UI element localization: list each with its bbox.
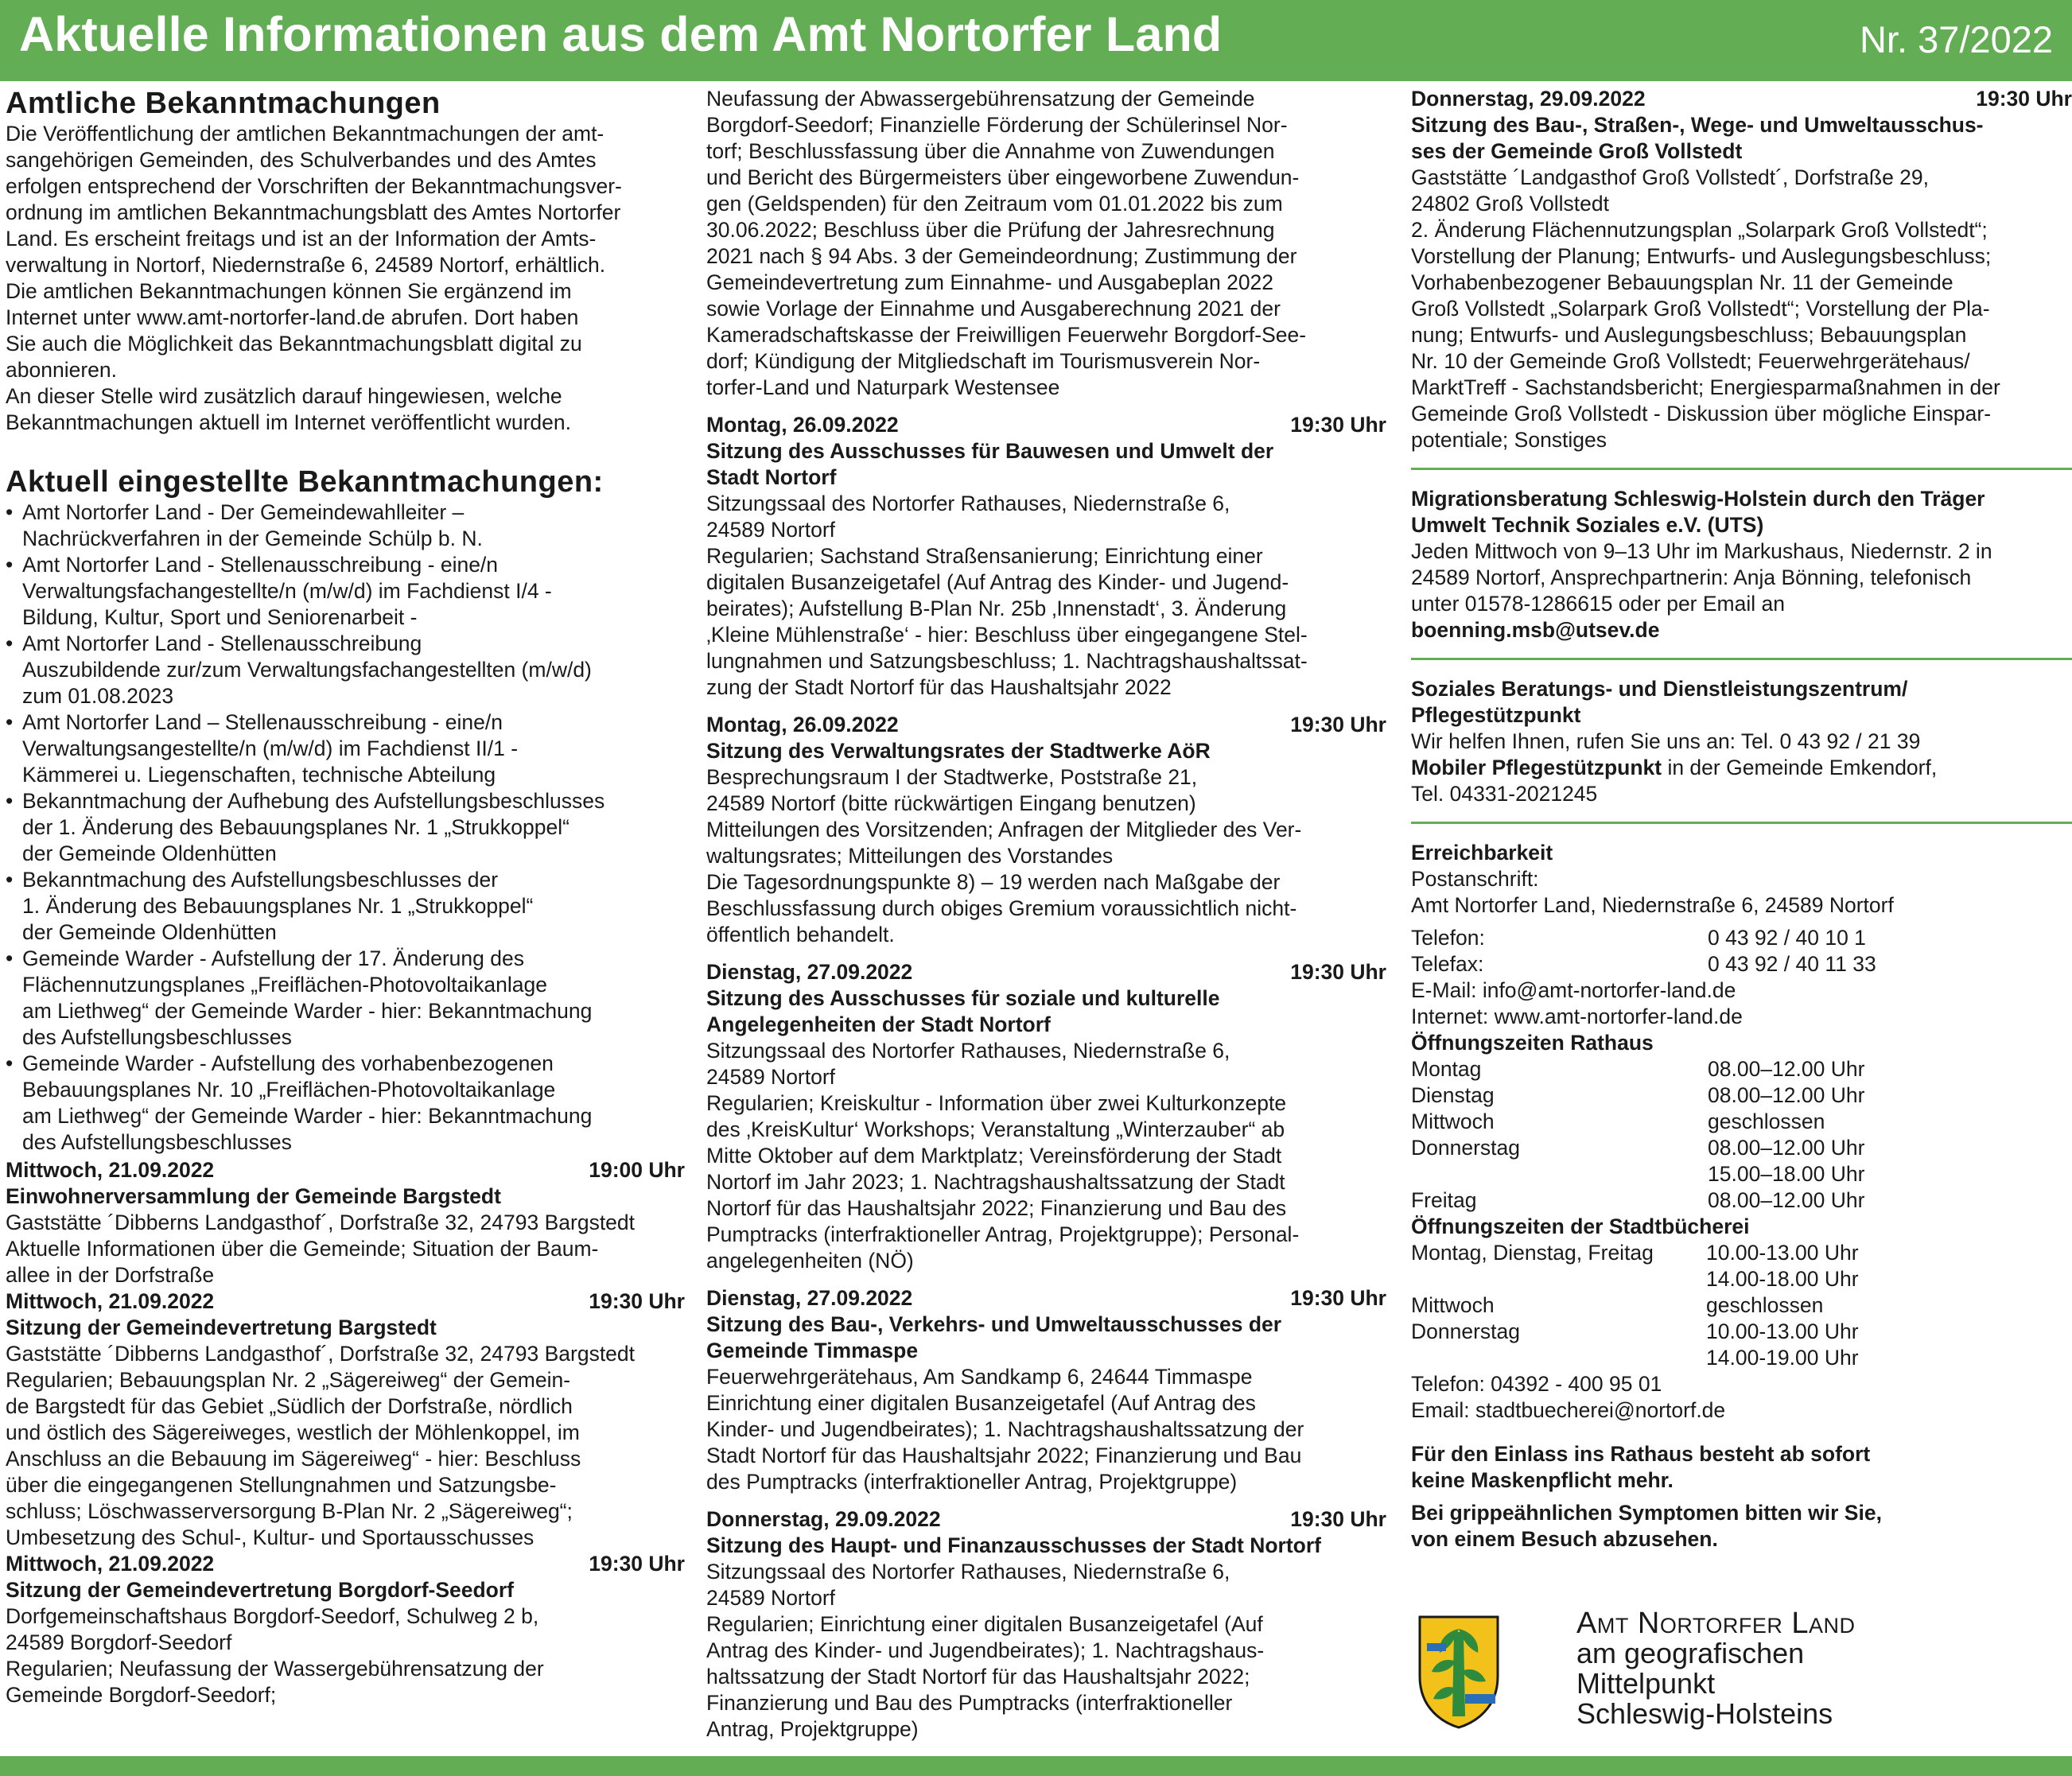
hours-time: 10.00-13.00 Uhr xyxy=(1706,1241,1859,1265)
info-title: Soziales Beratungs- und Dienstleistungszentrum/ xyxy=(1411,677,1908,701)
event-header xyxy=(706,1285,1386,1312)
event-continuation xyxy=(706,86,1386,401)
event-date: Montag, 26.09.2022 xyxy=(706,713,899,736)
event-title: Sitzung des Ausschusses für soziale und kulturelle xyxy=(706,986,1220,1010)
social-info xyxy=(1411,676,2072,807)
text-line: über die eingegangenen Stellungnahmen und Satzungsbe- xyxy=(6,1473,557,1497)
event-title: ses der Gemeinde Groß Vollstedt xyxy=(1411,139,1743,163)
footer-bar xyxy=(0,1756,2072,1776)
event-title: Sitzung des Bau-, Straßen-, Wege- und Umweltausschus- xyxy=(1411,113,1984,137)
text-line: Nachrückverfahren in der Gemeinde Schülp b. N. xyxy=(22,527,483,550)
text-line: 24589 Nortorf xyxy=(706,1065,836,1089)
hours-row xyxy=(1411,1082,2072,1109)
hours-day: Dienstag xyxy=(1411,1083,1495,1107)
text-line: Gaststätte ´Landgasthof Groß Vollstedt´, Dorfstraße 29, xyxy=(1411,165,1930,189)
text-line: Kinder- und Jugendbeirates); 1. Nachtragshaushaltssatzung der xyxy=(706,1417,1304,1441)
text-line: 24589 Nortorf, Ansprechpartnerin: Anja Bönning, telefonisch xyxy=(1411,565,1972,589)
text-line: und Bericht des Bürgermeisters über eingeworbene Zuwendun- xyxy=(706,165,1300,189)
hours-day: Mittwoch xyxy=(1411,1293,1495,1317)
hours-day xyxy=(1411,1345,1706,1371)
mobile-text: in der Gemeinde Emkendorf, xyxy=(1662,756,1938,779)
text-line: Jeden Mittwoch von 9–13 Uhr im Markushaus, Niedernstr. 2 in xyxy=(1411,539,1992,563)
website-link[interactable]: Internet: www.amt-nortorfer-land.de xyxy=(1411,1005,1743,1028)
event-date: Mittwoch, 21.09.2022 xyxy=(6,1552,215,1576)
issue-number: Nr. 37/2022 xyxy=(1859,18,2053,60)
notice xyxy=(1411,1441,2072,1553)
column-1 xyxy=(6,86,685,1708)
text-line: Beschlussfassung durch obiges Gremium voraussichtlich nicht- xyxy=(706,896,1297,920)
event-entry xyxy=(6,1551,685,1708)
event-title: Sitzung des Bau-, Verkehrs- und Umweltausschusses der xyxy=(706,1312,1282,1336)
notice-line: Für den Einlass ins Rathaus besteht ab sofort xyxy=(1411,1442,1871,1466)
event-time: 19:30 Uhr xyxy=(1290,960,1386,984)
hours-time: 08.00–12.00 Uhr xyxy=(1708,1083,1865,1107)
contact-value: 0 43 92 / 40 10 1 xyxy=(1708,926,1866,950)
event-header xyxy=(1411,86,2072,112)
event-time: 19:30 Uhr xyxy=(1290,413,1386,437)
event-title: Einwohnerversammlung der Gemeinde Bargstedt xyxy=(6,1184,501,1208)
section-title-amtliche: Amtliche Bekanntmachungen xyxy=(6,87,441,120)
text-line: torfer-Land und Naturpark Westensee xyxy=(706,375,1060,399)
hours-row xyxy=(1411,1135,2072,1161)
event-date: Donnerstag, 29.09.2022 xyxy=(1411,87,1646,111)
text-line: Bekanntmachungen aktuell im Internet veröffentlicht wurden. xyxy=(6,410,572,434)
event-header xyxy=(706,412,1386,438)
list-item[interactable] xyxy=(6,631,685,709)
text-line: erfolgen entsprechend der Vorschriften der Bekanntmachungsver- xyxy=(6,174,622,198)
list-item[interactable] xyxy=(6,552,685,631)
event-title: Sitzung der Gemeindevertretung Borgdorf-Seedorf xyxy=(6,1578,515,1602)
text-line: torf; Beschlussfassung über die Annahme von Zuwendungen xyxy=(706,139,1275,163)
event-entry xyxy=(706,412,1386,701)
library-phone: Telefon: 04392 - 400 95 01 xyxy=(1411,1372,1662,1396)
hours-row xyxy=(1411,1240,2072,1266)
list-item[interactable] xyxy=(6,499,685,552)
hours-day: Freitag xyxy=(1411,1188,1477,1212)
text-line: waltungsrates; Mitteilungen des Vorstandes xyxy=(706,844,1114,868)
text-line: Verwaltungsangestellte/n (m/w/d) im Fachdienst II/1 - xyxy=(22,736,519,760)
section-body-amtliche xyxy=(6,121,685,436)
text-line: Sitzungssaal des Nortorfer Rathauses, Niedernstraße 6, xyxy=(706,1560,1230,1584)
text-line: des Pumptracks (interfraktioneller Antrag, Projektgruppe) xyxy=(706,1470,1238,1494)
text-line: der Gemeinde Oldenhütten xyxy=(22,920,277,944)
event-date: Dienstag, 27.09.2022 xyxy=(706,960,913,984)
text-line: sowie Vorlage der Einnahme und Ausgaberechnung 2021 der xyxy=(706,297,1281,321)
text-line: Regularien; Neufassung der Wassergebührensatzung der xyxy=(6,1657,544,1681)
text-line: Umbesetzung des Schul-, Kultur- und Sportausschusses xyxy=(6,1525,535,1549)
event-time: 19:30 Uhr xyxy=(1976,87,2072,111)
text-line: Anschluss an die Bebauung im Sägereiweg“ - hier: Beschluss xyxy=(6,1447,581,1471)
text-line: allee in der Dorfstraße xyxy=(6,1263,215,1287)
text-line: Kämmerei u. Liegenschaften, technische Abteilung xyxy=(22,763,496,787)
text-line: Gemeinde Borgdorf-Seedorf; xyxy=(6,1683,277,1707)
text-line: zung der Stadt Nortorf für das Haushaltsjahr 2022 xyxy=(706,675,1172,699)
event-time: 19:00 Uhr xyxy=(589,1158,685,1182)
text-line: MarktTreff - Sachstandsbericht; Energiesparmaßnahmen in der xyxy=(1411,375,2000,399)
text-line: schluss; Löschwasserversorgung B-Plan Nr. 2 „Sägereiweg“; xyxy=(6,1499,573,1523)
page-title: Aktuelle Informationen aus dem Amt Nortorfer Land xyxy=(19,7,1223,61)
text-line: 24589 Borgdorf-Seedorf xyxy=(6,1630,232,1654)
text-line: Gaststätte ´Dibberns Landgasthof´, Dorfstraße 32, 24793 Bargstedt xyxy=(6,1211,636,1234)
text-line: Sitzungssaal des Nortorfer Rathauses, Niedernstraße 6, xyxy=(706,492,1230,515)
text-line: des Aufstellungsbeschlusses xyxy=(22,1130,292,1154)
text-line: Neufassung der Abwassergebührensatzung der Gemeinde xyxy=(706,87,1255,111)
hours-time: 08.00–12.00 Uhr xyxy=(1708,1057,1865,1081)
text-line: • Bekanntmachung des Aufstellungsbeschlusses der xyxy=(22,868,499,892)
text-line: Internet unter www.amt-nortorfer-land.de abrufen. Dort haben xyxy=(6,305,579,329)
text-line: ‚Kleine Mühlenstraße‘ - hier: Beschluss über eingegangene Stel- xyxy=(706,623,1308,647)
text-line: Regularien; Einrichtung einer digitalen Busanzeigetafel (Auf xyxy=(706,1612,1263,1636)
section-divider xyxy=(1411,658,2072,660)
list-item[interactable] xyxy=(6,946,685,1051)
text-line: An dieser Stelle wird zusätzlich darauf hingewiesen, welche xyxy=(6,384,562,408)
text-line: Amt Nortorfer Land, Niedernstraße 6, 24589 Nortorf xyxy=(1411,893,1894,917)
contact-label: Telefax: xyxy=(1411,952,1484,976)
text-line: Borgdorf-Seedorf; Finanzielle Förderung der Schülerinsel Nor- xyxy=(706,113,1288,137)
hours-time: geschlossen xyxy=(1706,1293,1824,1317)
text-line: 1. Änderung des Bebauungsplanes Nr. 1 „Strukkoppel“ xyxy=(22,894,534,918)
text-line: Regularien; Bebauungsplan Nr. 2 „Sägereiweg“ der Gemein- xyxy=(6,1368,571,1392)
event-title: Sitzung des Verwaltungsrates der Stadtwerke AöR xyxy=(706,739,1211,763)
text-line: Aktuelle Informationen über die Gemeinde; Situation der Baum- xyxy=(6,1237,599,1261)
text-line: unter 01578-1286615 oder per Email an xyxy=(1411,592,1785,616)
text-line: Dorfgemeinschaftshaus Borgdorf-Seedorf, Schulweg 2 b, xyxy=(6,1604,539,1628)
info-title: Erreichbarkeit xyxy=(1411,841,1553,865)
text-line: Tel. 04331-2021245 xyxy=(1411,782,1598,806)
hours-time: 10.00-13.00 Uhr xyxy=(1706,1319,1859,1343)
text-line: 2021 nach § 94 Abs. 3 der Gemeindeordnung; Zustimmung der xyxy=(706,244,1297,268)
info-title: Umwelt Technik Soziales e.V. (UTS) xyxy=(1411,513,1764,537)
event-header xyxy=(6,1157,685,1183)
column-2 xyxy=(706,86,1386,1743)
text-line: dorf; Kündigung der Mitgliedschaft im Tourismusverein Nor- xyxy=(706,349,1261,373)
text-line: nung; Entwurfs- und Auslegungsbeschluss; Bebauungsplan xyxy=(1411,323,1967,347)
event-time: 19:30 Uhr xyxy=(1290,1286,1386,1310)
event-time: 19:30 Uhr xyxy=(589,1552,685,1576)
text-line: abonnieren. xyxy=(6,358,117,382)
text-line: Gemeindevertretung zum Einnahme- und Ausgabeplan 2022 xyxy=(706,270,1274,294)
text-line: Auszubildende zur/zum Verwaltungsfachangestellten (m/w/d) xyxy=(22,658,592,682)
event-title: Sitzung der Gemeindevertretung Bargstedt xyxy=(6,1315,437,1339)
hours-row xyxy=(1411,1161,2072,1187)
notice-line: von einem Besuch abzusehen. xyxy=(1411,1527,1718,1551)
text-line: der Gemeinde Oldenhütten xyxy=(22,841,277,865)
text-line: • Gemeinde Warder - Aufstellung des vorhabenbezogenen xyxy=(22,1051,554,1075)
text-line: Wir helfen Ihnen, rufen Sie uns an: Tel. 0 43 92 / 21 39 xyxy=(1411,729,1921,753)
event-date: Donnerstag, 29.09.2022 xyxy=(706,1507,941,1531)
event-entry xyxy=(6,1288,685,1551)
text-line: Finanzierung und Bau des Pumptracks (interfraktioneller xyxy=(706,1691,1233,1715)
text-line: Regularien; Kreiskultur - Information über zwei Kulturkonzepte xyxy=(706,1091,1287,1115)
text-line: 24589 Nortorf xyxy=(706,1586,836,1610)
contact-row xyxy=(1411,951,2072,977)
announcement-list xyxy=(6,499,685,1156)
amt-logo xyxy=(1417,1608,2054,1743)
hours-day xyxy=(1411,1161,1708,1187)
event-time: 19:30 Uhr xyxy=(1290,1507,1386,1531)
text-line: 30.06.2022; Beschluss über die Prüfung der Jahresrechnung xyxy=(706,218,1275,242)
event-title: Sitzung des Haupt- und Finanzausschusses der Stadt Nortorf xyxy=(706,1533,1321,1557)
email-link[interactable]: Email: stadtbuecherei@nortorf.de xyxy=(1411,1398,1726,1422)
text-line: Verwaltungsfachangestellte/n (m/w/d) im Fachdienst I/4 - xyxy=(22,579,552,603)
text-line: Pumptracks (interfraktioneller Antrag, Projektgruppe); Personal- xyxy=(706,1222,1300,1246)
text-line: • Bekanntmachung der Aufhebung des Aufstellungsbeschlusses xyxy=(22,789,605,813)
event-header xyxy=(706,1506,1386,1533)
list-item[interactable] xyxy=(6,1051,685,1156)
text-line: • Amt Nortorfer Land - Der Gemeindewahlleiter – xyxy=(22,500,465,524)
list-item[interactable] xyxy=(6,788,685,867)
event-header xyxy=(6,1288,685,1315)
event-title: Sitzung des Ausschusses für Bauwesen und Umwelt der xyxy=(706,439,1274,463)
text-line: Regularien; Sachstand Straßensanierung; Einrichtung einer xyxy=(706,544,1263,568)
info-title: Migrationsberatung Schleswig-Holstein durch den Träger xyxy=(1411,487,1985,511)
contact-row xyxy=(1411,925,2072,951)
event-header xyxy=(706,959,1386,985)
text-line: haltssatzung der Stadt Nortorf für das Haushaltsjahr 2022; xyxy=(706,1665,1250,1689)
section-divider xyxy=(1411,468,2072,470)
text-line: de Bargstedt für das Gebiet „Südlich der Dorfstraße, nördlich xyxy=(6,1394,573,1418)
text-line: Vorstellung der Planung; Entwurfs- und Auslegungsbeschluss; xyxy=(1411,244,1992,268)
event-title: Gemeinde Timmaspe xyxy=(706,1339,919,1362)
text-line: digitalen Busanzeigetafel (Auf Antrag des Kinder- und Jugend- xyxy=(706,570,1289,594)
event-header xyxy=(706,712,1386,738)
event-date: Mittwoch, 21.09.2022 xyxy=(6,1158,215,1182)
text-line: • Amt Nortorfer Land - Stellenausschreibung xyxy=(22,632,422,655)
coat-of-arms-icon xyxy=(1417,1615,1500,1730)
hours-day: Mittwoch xyxy=(1411,1110,1495,1133)
hours-day: Donnerstag xyxy=(1411,1136,1521,1160)
hours-row xyxy=(1411,1345,2072,1371)
text-line: beirates); Aufstellung B-Plan Nr. 25b ‚Innenstadt‘, 3. Änderung xyxy=(706,597,1287,620)
logo-name: Amt Nortorfer Land xyxy=(1576,1607,1856,1640)
text-line: Die amtlichen Bekanntmachungen können Sie ergänzend im xyxy=(6,279,572,303)
text-line: Flächennutzungsplanes „Freiflächen-Photovoltaikanlage xyxy=(22,973,547,997)
text-line: Nortorf für das Haushaltsjahr 2022; Finanzierung und Bau des xyxy=(706,1196,1287,1220)
hours-time: 14.00-18.00 Uhr xyxy=(1706,1267,1859,1291)
event-title: Stadt Nortorf xyxy=(706,465,837,489)
text-line: des Aufstellungsbeschlusses xyxy=(22,1025,292,1049)
text-line: am Liethweg“ der Gemeinde Warder - hier: Bekanntmachung xyxy=(22,1104,593,1128)
header-banner xyxy=(0,0,2072,81)
event-title: Angelegenheiten der Stadt Nortorf xyxy=(706,1012,1051,1036)
reachability xyxy=(1411,840,2072,1424)
contact-label: Telefon: xyxy=(1411,926,1485,950)
text-line: Antrag, Projektgruppe) xyxy=(706,1717,919,1741)
mobile-label: Mobiler Pflegestützpunkt xyxy=(1411,756,1662,779)
notice-line: Bei grippeähnlichen Symptomen bitten wir Sie, xyxy=(1411,1501,1882,1525)
hours-time: 08.00–12.00 Uhr xyxy=(1708,1136,1865,1160)
logo-text xyxy=(1576,1608,1856,1729)
event-entry xyxy=(6,1157,685,1288)
hours-day xyxy=(1411,1266,1706,1292)
text-line: ordnung im amtlichen Bekanntmachungsblatt des Amtes Nortorfer xyxy=(6,200,621,224)
text-line: Bildung, Kultur, Sport und Seniorenarbeit - xyxy=(22,605,418,629)
hours-row xyxy=(1411,1266,2072,1292)
event-date: Mittwoch, 21.09.2022 xyxy=(6,1289,215,1313)
text-line: Besprechungsraum I der Stadtwerke, Poststraße 21, xyxy=(706,765,1198,789)
hours-day: Montag xyxy=(1411,1057,1482,1081)
text-line: verwaltung in Nortorf, Niedernstraße 6, 24589 Nortorf, erhältlich. xyxy=(6,253,606,277)
text-line: der 1. Änderung des Bebauungsplanes Nr. 1 „Strukkoppel“ xyxy=(22,815,570,839)
info-title: Pflegestützpunkt xyxy=(1411,703,1581,727)
event-date: Montag, 26.09.2022 xyxy=(706,413,899,437)
text-line: Nortorf im Jahr 2023; 1. Nachtragshaushaltssatzung der Stadt xyxy=(706,1170,1285,1194)
event-header xyxy=(6,1551,685,1577)
text-line: zum 01.08.2023 xyxy=(22,684,174,708)
text-line: Sie auch die Möglichkeit das Bekanntmachungsblatt digital zu xyxy=(6,332,582,356)
text-line: angelegenheiten (NÖ) xyxy=(706,1249,914,1273)
hours-row xyxy=(1411,1187,2072,1214)
text-line: und östlich des Sägereiweges, westlich der Möhlenkoppel, im xyxy=(6,1420,580,1444)
notice-line: keine Maskenpflicht mehr. xyxy=(1411,1468,1674,1492)
event-time: 19:30 Uhr xyxy=(589,1289,685,1313)
text-line: 24589 Nortorf xyxy=(706,518,836,542)
text-line: Die Veröffentlichung der amtlichen Bekanntmachungen der amt- xyxy=(6,122,604,146)
info-title: Öffnungszeiten der Stadtbücherei xyxy=(1411,1214,1750,1238)
event-entry xyxy=(706,959,1386,1274)
section-divider xyxy=(1411,822,2072,824)
list-item[interactable] xyxy=(6,709,685,788)
text-line: sangehörigen Gemeinden, des Schulverbandes und des Amtes xyxy=(6,148,597,172)
event-entry xyxy=(706,1285,1386,1495)
hours-row xyxy=(1411,1109,2072,1135)
hours-row xyxy=(1411,1319,2072,1345)
text-line: Feuerwehrgerätehaus, Am Sandkamp 6, 24644 Timmaspe xyxy=(706,1365,1253,1389)
text-line: Nr. 10 der Gemeinde Groß Vollstedt; Feuerwehrgerätehaus/ xyxy=(1411,349,1970,373)
text-line: • Amt Nortorfer Land - Stellenausschreibung - eine/n xyxy=(22,553,499,577)
logo-line: am geografischen xyxy=(1576,1637,1805,1669)
event-date: Dienstag, 27.09.2022 xyxy=(706,1286,913,1310)
hours-time: 15.00–18.00 Uhr xyxy=(1708,1162,1865,1186)
contact-value: 0 43 92 / 40 11 33 xyxy=(1708,952,1876,976)
text-line: Einrichtung einer digitalen Busanzeigetafel (Auf Antrag des xyxy=(706,1391,1256,1415)
text-line: Bebauungsplanes Nr. 10 „Freiflächen-Photovoltaikanlage xyxy=(22,1078,556,1102)
column-3 xyxy=(1411,86,2072,1553)
hours-day: Montag, Dienstag, Freitag xyxy=(1411,1241,1654,1265)
hours-day: Donnerstag xyxy=(1411,1319,1521,1343)
hours-row xyxy=(1411,1292,2072,1319)
text-line: öffentlich behandelt. xyxy=(706,923,895,946)
text-line: Die Tagesordnungspunkte 8) – 19 werden nach Maßgabe der xyxy=(706,870,1281,894)
logo-line: Schleswig-Holsteins xyxy=(1576,1697,1833,1730)
logo-line: Mittelpunkt xyxy=(1576,1667,1716,1700)
text-line: des ‚KreisKultur‘ Workshops; Veranstaltung „Winterzauber“ ab xyxy=(706,1117,1285,1141)
migration-info xyxy=(1411,486,2072,643)
text-line: Mitteilungen des Vorsitzenden; Anfragen der Mitglieder des Ver- xyxy=(706,818,1302,841)
text-line: Gemeinde Groß Vollstedt - Diskussion über mögliche Einspar- xyxy=(1411,402,1992,426)
text-line: 24589 Nortorf (bitte rückwärtigen Eingang benutzen) xyxy=(706,791,1196,815)
text-line: Groß Vollstedt „Solarpark Groß Vollstedt“; Vorstellung der Pla- xyxy=(1411,297,1990,321)
info-title: Öffnungszeiten Rathaus xyxy=(1411,1031,1654,1055)
text-line: Gaststätte ´Dibberns Landgasthof´, Dorfstraße 32, 24793 Bargstedt xyxy=(6,1342,636,1366)
text-line: Land. Es erscheint freitags und ist an der Information der Amts- xyxy=(6,227,597,251)
email-link[interactable]: E-Mail: info@amt-nortorfer-land.de xyxy=(1411,978,1736,1002)
hours-time: 14.00-19.00 Uhr xyxy=(1706,1346,1859,1370)
text-line: gen (Geldspenden) für den Zeitraum vom 01.01.2022 bis zum xyxy=(706,192,1283,216)
text-line: Postanschrift: xyxy=(1411,867,1539,891)
event-entry xyxy=(706,712,1386,948)
text-line: 2. Änderung Flächennutzungsplan „Solarpark Groß Vollstedt“; xyxy=(1411,218,1988,242)
hours-row xyxy=(1411,1056,2072,1082)
hours-time: geschlossen xyxy=(1708,1110,1825,1133)
text-line: 24802 Groß Vollstedt xyxy=(1411,192,1609,216)
text-line: am Liethweg“ der Gemeinde Warder - hier: Bekanntmachung xyxy=(22,999,593,1023)
event-entry xyxy=(706,1506,1386,1743)
text-line: Mitte Oktober auf dem Marktplatz; Vereinsförderung der Stadt xyxy=(706,1144,1282,1168)
event-time: 19:30 Uhr xyxy=(1290,713,1386,736)
text-line: potentiale; Sonstiges xyxy=(1411,428,1607,452)
list-item[interactable] xyxy=(6,867,685,946)
text-line: • Gemeinde Warder - Aufstellung der 17. Änderung des xyxy=(22,946,524,970)
text-line: Kameradschaftskasse der Freiwilligen Feuerwehr Borgdorf-See- xyxy=(706,323,1307,347)
text-line xyxy=(1411,755,2072,781)
text-line: lungnahmen und Satzungsbeschluss; 1. Nachtragshaushaltssat- xyxy=(706,649,1308,673)
text-line: Sitzungssaal des Nortorfer Rathauses, Niedernstraße 6, xyxy=(706,1039,1230,1063)
text-line: Vorhabenbezogener Bebauungsplan Nr. 11 der Gemeinde xyxy=(1411,270,1953,294)
text-line: • Amt Nortorfer Land – Stellenausschreibung - eine/n xyxy=(22,710,503,734)
hours-time: 08.00–12.00 Uhr xyxy=(1708,1188,1865,1212)
email-link[interactable]: boenning.msb@utsev.de xyxy=(1411,618,1660,642)
text-line: Stadt Nortorf für das Haushaltsjahr 2022; Finanzierung und Bau xyxy=(706,1444,1302,1467)
event-entry xyxy=(1411,86,2072,453)
text-line: Antrag des Kinder- und Jugendbeirates); 1. Nachtragshaus- xyxy=(706,1638,1265,1662)
section-title-aktuell: Aktuell eingestellte Bekanntmachungen: xyxy=(6,465,604,499)
